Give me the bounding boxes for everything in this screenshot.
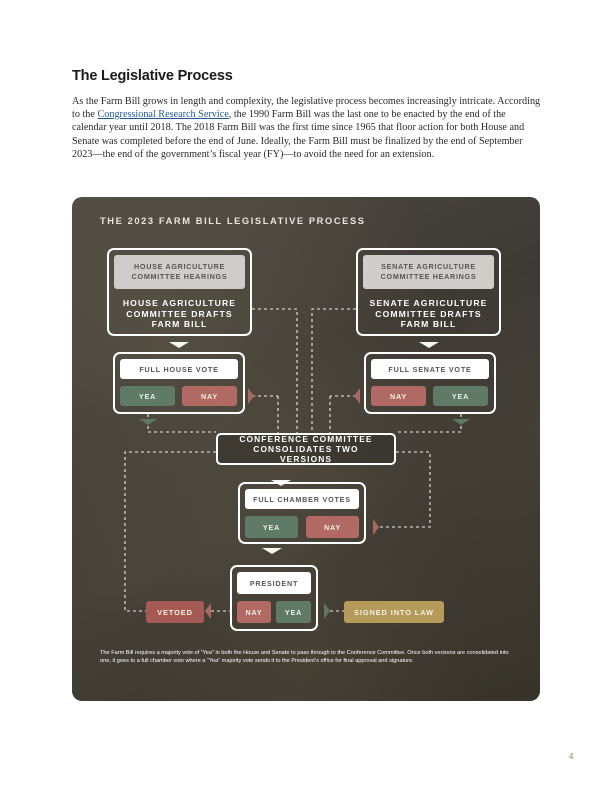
section-heading: The Legislative Process <box>72 68 233 84</box>
conference-committee-box: CONFERENCE COMMITTEE CONSOLIDATES TWO VERSIONS <box>216 433 396 465</box>
president-nay-arrow <box>205 603 211 619</box>
senate-hearings-box: SENATE AGRICULTURE COMMITTEE HEARINGS <box>363 255 494 289</box>
page-number: 4 <box>569 752 574 761</box>
senate-yea-arrow <box>452 419 470 425</box>
president-yea-arrow <box>324 603 330 619</box>
chamber-arrow <box>262 548 282 554</box>
chamber-nay-arrow <box>373 519 379 535</box>
house-drafts-text: HOUSE AGRICULTURE COMMITTEE DRAFTS FARM BILL <box>122 298 237 329</box>
senate-nay-badge: NAY <box>371 386 426 406</box>
legislative-process-diagram <box>72 197 540 701</box>
house-vote-to-conference-line <box>148 414 216 432</box>
signed-into-law-badge: SIGNED INTO LAW <box>344 601 444 623</box>
crs-link[interactable]: Congressional Research Service <box>97 109 229 121</box>
senate-nay-arrow <box>354 388 360 404</box>
house-hearings-box: HOUSE AGRICULTURE COMMITTEE HEARINGS <box>114 255 245 289</box>
chamber-nay-badge: NAY <box>306 516 359 538</box>
full-house-vote-label: FULL HOUSE VOTE <box>120 359 238 379</box>
full-senate-vote-label: FULL SENATE VOTE <box>371 359 489 379</box>
house-nay-badge: NAY <box>182 386 237 406</box>
house-nay-arrow <box>248 388 254 404</box>
house-to-conference-line <box>252 309 297 433</box>
president-nay-badge: NAY <box>237 601 271 623</box>
house-drafts-arrow <box>169 342 189 348</box>
diagram-title: THE 2023 FARM BILL LEGISLATIVE PROCESS <box>100 216 366 226</box>
house-yea-badge: YEA <box>120 386 175 406</box>
paragraph-text-end: , the 1990 Farm Bill was the last one to be enacted by the end of the calendar year until 2018. The 2018 Farm Bill was the first time since 1965 that floor action for both House and Senate was completed before the end of June. Ideally, the Farm Bill must be finalized by the end of September 2023—the end of the government’s fiscal year (FY)—to avoid the need for an extension. <box>72 109 525 160</box>
president-label: PRESIDENT <box>237 572 311 594</box>
chamber-yea-badge: YEA <box>245 516 298 538</box>
vetoed-badge: VETOED <box>146 601 204 623</box>
senate-drafts-text: SENATE AGRICULTURE COMMITTEE DRAFTS FARM BILL <box>369 298 488 329</box>
intro-paragraph <box>72 95 542 161</box>
paragraph-text-start: As the Farm Bill grows in length and complexity, the legislative process becomes increasingly intricate. According to the <box>72 96 541 121</box>
senate-to-conference-line <box>312 309 356 433</box>
diagram-footnote: The Farm Bill requires a majority vote of “Yea” in both the House and Senate to pass through to the Conference Committee. Once both versions are consolidated into one, it goes to a full chamber vote where a “Yea” majority vote sends it to the President’s office for final approval and signature. <box>100 650 509 664</box>
president-yea-badge: YEA <box>276 601 311 623</box>
veto-return-line <box>125 452 216 611</box>
senate-vote-to-conference-line <box>396 414 461 432</box>
senate-yea-badge: YEA <box>433 386 488 406</box>
house-yea-arrow <box>139 419 157 425</box>
full-chamber-votes-label: FULL CHAMBER VOTES <box>245 489 359 509</box>
senate-drafts-arrow <box>419 342 439 348</box>
